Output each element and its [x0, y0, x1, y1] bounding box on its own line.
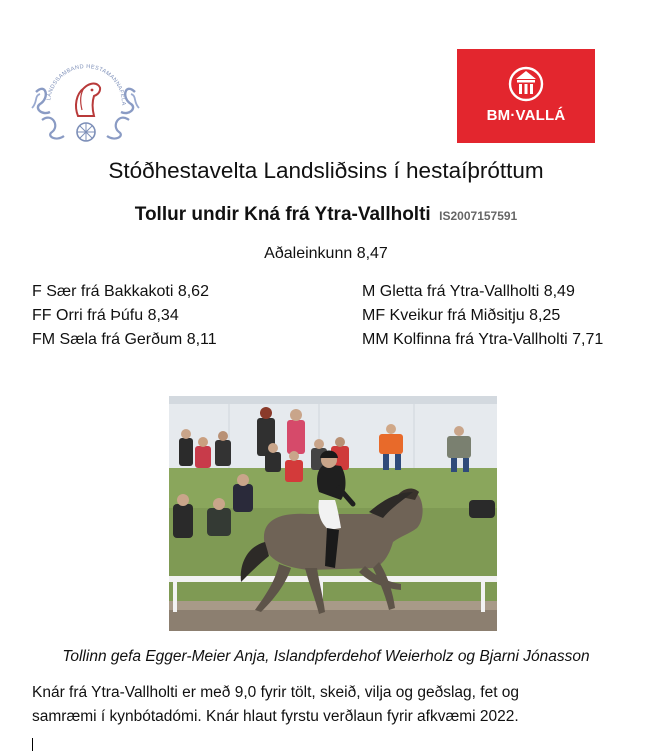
dam-pedigree	[362, 280, 603, 352]
logo-arc-text: LANDSSAMBAND HESTAMANNAFÉLA	[46, 63, 127, 106]
description-paragraph	[32, 681, 632, 729]
horse-name: Tollur undir Kná frá Ytra-Vallholti	[134, 204, 431, 225]
text-cursor[interactable]	[32, 738, 33, 751]
pedigree-line: FF Orri frá Þúfu 8,34	[32, 307, 179, 324]
description-line: Knár frá Ytra-Vallholti er með 9,0 fyrir tölt, skeið, vilja og geðslag, fet og	[32, 684, 520, 701]
page-title: Stóðhestavelta Landsliðsins í hestaíþróttum	[108, 158, 544, 183]
bm-valla-emblem-icon	[457, 49, 595, 143]
bm-valla-wordmark: BM·VALLÁ	[486, 107, 566, 124]
horse-photo	[169, 396, 497, 631]
photo-caption: Tollinn gefa Egger-Meier Anja, Islandpferdehof Weierholz og Bjarni Jónasson	[62, 648, 590, 665]
landssamband-logo	[28, 52, 143, 148]
horse-rider-photo-icon	[169, 396, 497, 631]
bm-valla-logo	[457, 49, 595, 143]
pedigree-line: M Gletta frá Ytra-Vallholti 8,49	[362, 283, 575, 300]
registration-number: IS2007157591	[439, 209, 518, 223]
pedigree-line: FM Sæla frá Gerðum 8,11	[32, 331, 217, 348]
main-score: Aðaleinkunn 8,47	[264, 245, 388, 262]
horse-heading	[0, 204, 652, 226]
pedigree-line: MM Kolfinna frá Ytra-Vallholti 7,71	[362, 331, 604, 348]
description-line: samræmi í kynbótadómi. Knár hlaut fyrstu verðlaun fyrir afkvæmi 2022.	[32, 708, 519, 725]
pedigree-line: MF Kveikur frá Miðsitju 8,25	[362, 307, 561, 324]
pedigree-line: F Sær frá Bakkakoti 8,62	[32, 283, 209, 300]
federation-emblem-icon	[28, 52, 143, 148]
sire-pedigree	[32, 280, 217, 352]
